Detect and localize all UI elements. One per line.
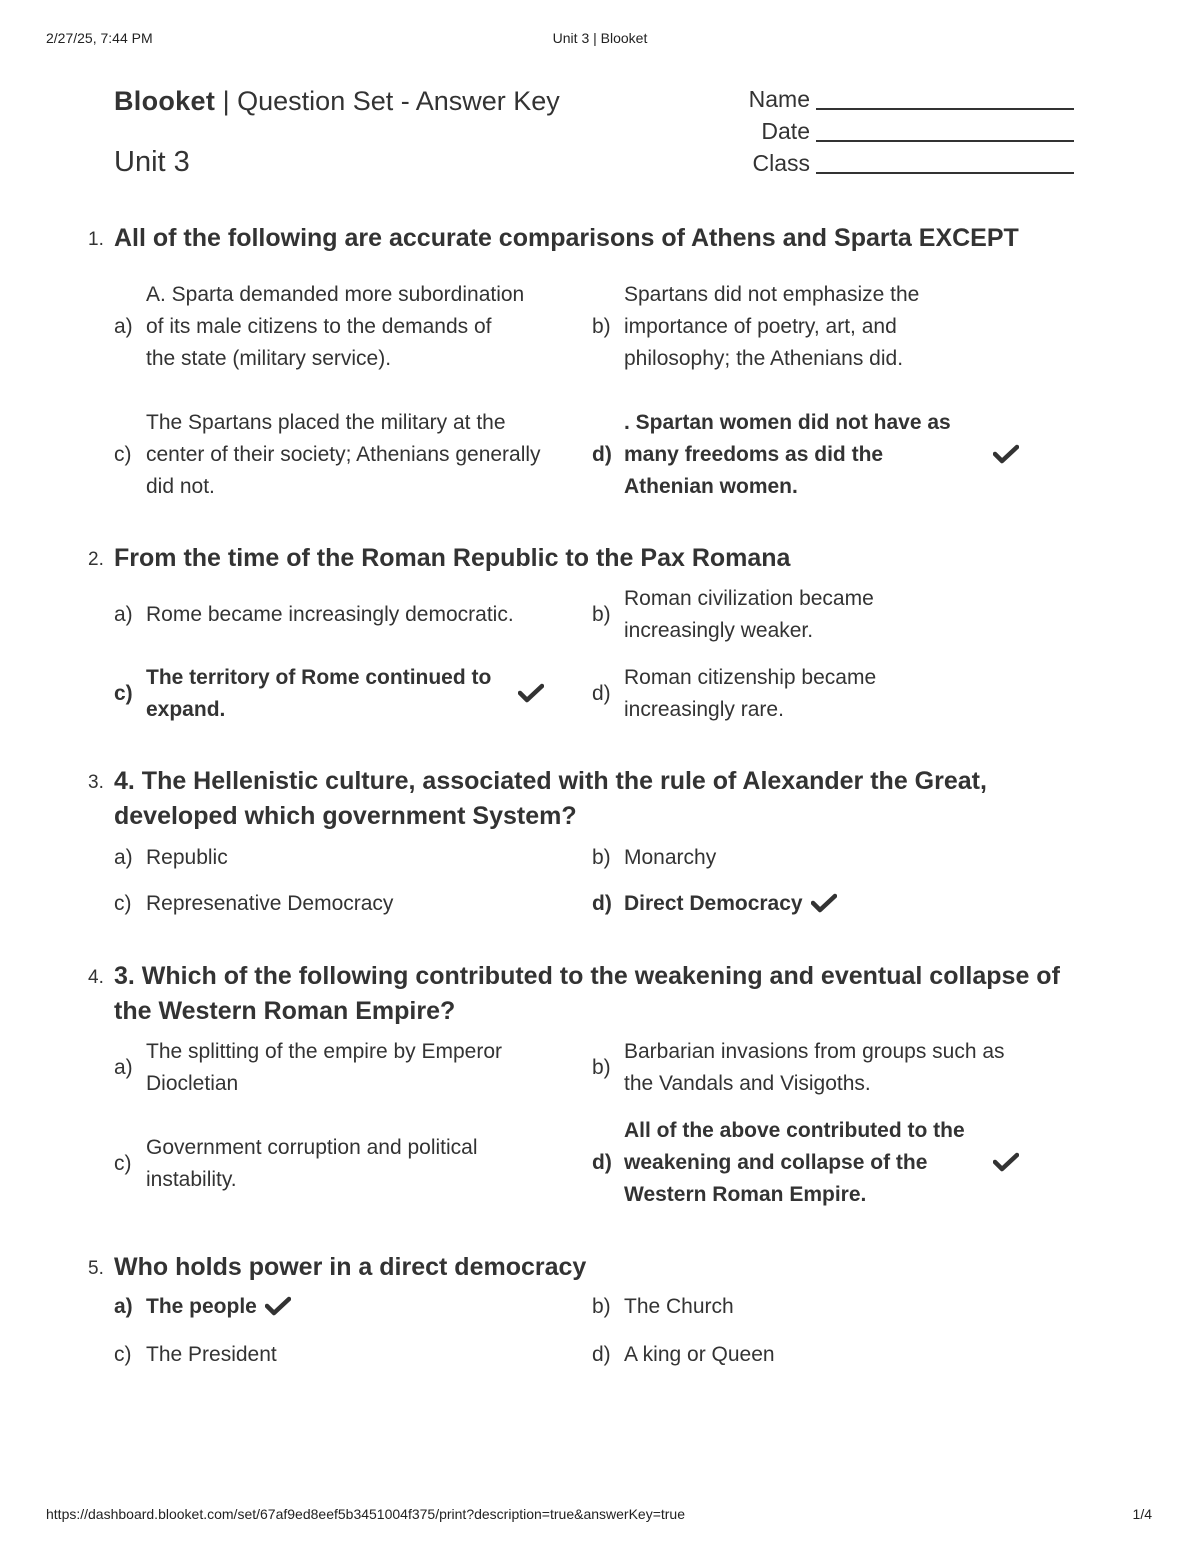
question-header xyxy=(88,541,1068,576)
answer-text: Barbarian invasions from groups such as the Vandals and Visigoths. xyxy=(624,1040,1005,1095)
answer-letter: c) xyxy=(114,1152,132,1175)
question-1 xyxy=(88,221,1068,256)
answer-1c xyxy=(114,406,554,504)
print-datetime: 2/27/25, 7:44 PM xyxy=(46,30,153,46)
answer-text: A. Sparta demanded more subordination of its male citizens to the demands of the state (military service). xyxy=(146,283,525,370)
date-field xyxy=(740,118,1074,150)
answer-letter: a) xyxy=(114,1295,133,1318)
answer-text: All of the above contributed to the weakening and collapse of the Western Roman Empire. xyxy=(624,1119,965,1206)
answer-text: The Spartans placed the military at the center of their society; Athenians generally did not. xyxy=(146,411,541,498)
answer-4d xyxy=(592,1114,1032,1212)
answer-text: Roman citizenship became increasingly rare. xyxy=(624,666,877,721)
checkmark-icon xyxy=(993,444,1021,466)
answer-3d xyxy=(592,888,1032,920)
checkmark-icon xyxy=(265,1296,293,1318)
answer-letter: b) xyxy=(592,1056,611,1079)
answer-5a xyxy=(114,1291,534,1323)
answer-text: The President xyxy=(146,1343,277,1366)
answer-text: Government corruption and political instability. xyxy=(146,1136,478,1191)
question-header xyxy=(88,1250,1068,1285)
answer-5b xyxy=(592,1291,1012,1323)
answer-1b xyxy=(592,278,1012,376)
answer-letter: d) xyxy=(592,892,612,915)
checkmark-icon xyxy=(518,683,546,705)
class-line xyxy=(816,172,1074,174)
question-text: 3. Which of the following contributed to the weakening and eventual collapse of the Western Roman Empire? xyxy=(114,962,1060,1025)
print-tab-title: Unit 3 | Blooket xyxy=(552,30,648,46)
answer-letter: a) xyxy=(114,1056,133,1079)
answer-letter: a) xyxy=(114,603,133,626)
question-2 xyxy=(88,541,1068,576)
answer-text: The Church xyxy=(624,1295,734,1318)
answer-text: Republic xyxy=(146,846,228,869)
answer-5d xyxy=(592,1339,1012,1371)
answer-letter: c) xyxy=(114,682,133,705)
name-line xyxy=(816,108,1074,110)
answer-3b xyxy=(592,842,1012,874)
answer-2a xyxy=(114,598,574,632)
question-5 xyxy=(88,1250,1068,1285)
question-header xyxy=(88,959,1068,1029)
question-text: Who holds power in a direct democracy xyxy=(114,1253,587,1281)
question-number: 3. xyxy=(88,772,104,793)
answer-letter: b) xyxy=(592,1295,611,1318)
answer-letter: d) xyxy=(592,1343,611,1366)
subtitle: Question Set - Answer Key xyxy=(237,86,560,116)
answer-letter: d) xyxy=(592,1151,612,1174)
class-field xyxy=(740,150,1074,182)
document-header xyxy=(114,86,1074,196)
answer-letter: d) xyxy=(592,682,611,705)
answer-letter: d) xyxy=(592,443,612,466)
answer-text: Monarchy xyxy=(624,846,717,869)
answer-4a xyxy=(114,1035,574,1101)
question-number: 2. xyxy=(88,549,104,570)
answer-letter: b) xyxy=(592,603,611,626)
name-label: Name xyxy=(748,86,810,112)
answer-letter: a) xyxy=(114,315,133,338)
print-url: https://dashboard.blooket.com/set/67af9ed8eef5b3451004f375/print?description=true&answerKey=true xyxy=(46,1506,685,1522)
question-number: 1. xyxy=(88,229,104,250)
answer-text: Represenative Democracy xyxy=(146,892,394,915)
answer-2d xyxy=(592,661,1012,727)
page-title xyxy=(114,86,560,117)
answer-text: The people xyxy=(146,1295,257,1318)
answer-1d xyxy=(592,406,1032,504)
print-footer xyxy=(0,1506,1200,1526)
unit-title: Unit 3 xyxy=(114,146,190,178)
student-fields xyxy=(740,86,1074,182)
answer-2c xyxy=(114,661,554,727)
answer-letter: b) xyxy=(592,315,611,338)
question-3 xyxy=(88,764,1068,834)
answer-4c xyxy=(114,1131,554,1197)
answer-1a xyxy=(114,262,534,392)
question-number: 4. xyxy=(88,967,104,988)
answer-text: A king or Queen xyxy=(624,1343,775,1366)
answer-letter: c) xyxy=(114,1343,132,1366)
checkmark-icon xyxy=(811,893,839,915)
answer-text: Roman civilization became increasingly weaker. xyxy=(624,587,874,642)
checkmark-icon xyxy=(993,1152,1021,1174)
title-separator: | xyxy=(215,86,238,116)
name-field xyxy=(740,86,1074,118)
page-number: 1/4 xyxy=(1132,1506,1152,1522)
answer-text: The territory of Rome continued to expand. xyxy=(146,666,492,721)
answer-letter: c) xyxy=(114,443,132,466)
print-header xyxy=(0,30,1200,50)
class-label: Class xyxy=(752,150,810,176)
question-header xyxy=(88,764,1068,834)
question-text: From the time of the Roman Republic to the Pax Romana xyxy=(114,544,791,572)
question-header xyxy=(88,221,1068,256)
answer-3c xyxy=(114,888,554,920)
date-line xyxy=(816,140,1074,142)
answer-text: . Spartan women did not have as many freedoms as did the Athenian women. xyxy=(624,411,951,498)
answer-text: Direct Democracy xyxy=(624,892,803,915)
answer-letter: b) xyxy=(592,846,611,869)
date-label: Date xyxy=(761,118,810,144)
question-text: 4. The Hellenistic culture, associated with the rule of Alexander the Great, developed which government System? xyxy=(114,767,987,830)
brand-logo: Blooket xyxy=(114,86,216,116)
answer-text: The splitting of the empire by Emperor Diocletian xyxy=(146,1040,502,1095)
question-4 xyxy=(88,959,1068,1029)
answer-text: Spartans did not emphasize the importance of poetry, art, and philosophy; the Athenians did. xyxy=(624,283,920,370)
answer-4b xyxy=(592,1035,1032,1101)
question-number: 5. xyxy=(88,1258,104,1279)
answer-5c xyxy=(114,1339,534,1371)
answer-letter: a) xyxy=(114,846,133,869)
question-text: All of the following are accurate comparisons of Athens and Sparta EXCEPT xyxy=(114,224,1019,252)
answer-3a xyxy=(114,842,534,874)
answer-2b xyxy=(592,582,1012,648)
answer-letter: c) xyxy=(114,892,132,915)
answer-text: Rome became increasingly democratic. xyxy=(146,603,514,626)
